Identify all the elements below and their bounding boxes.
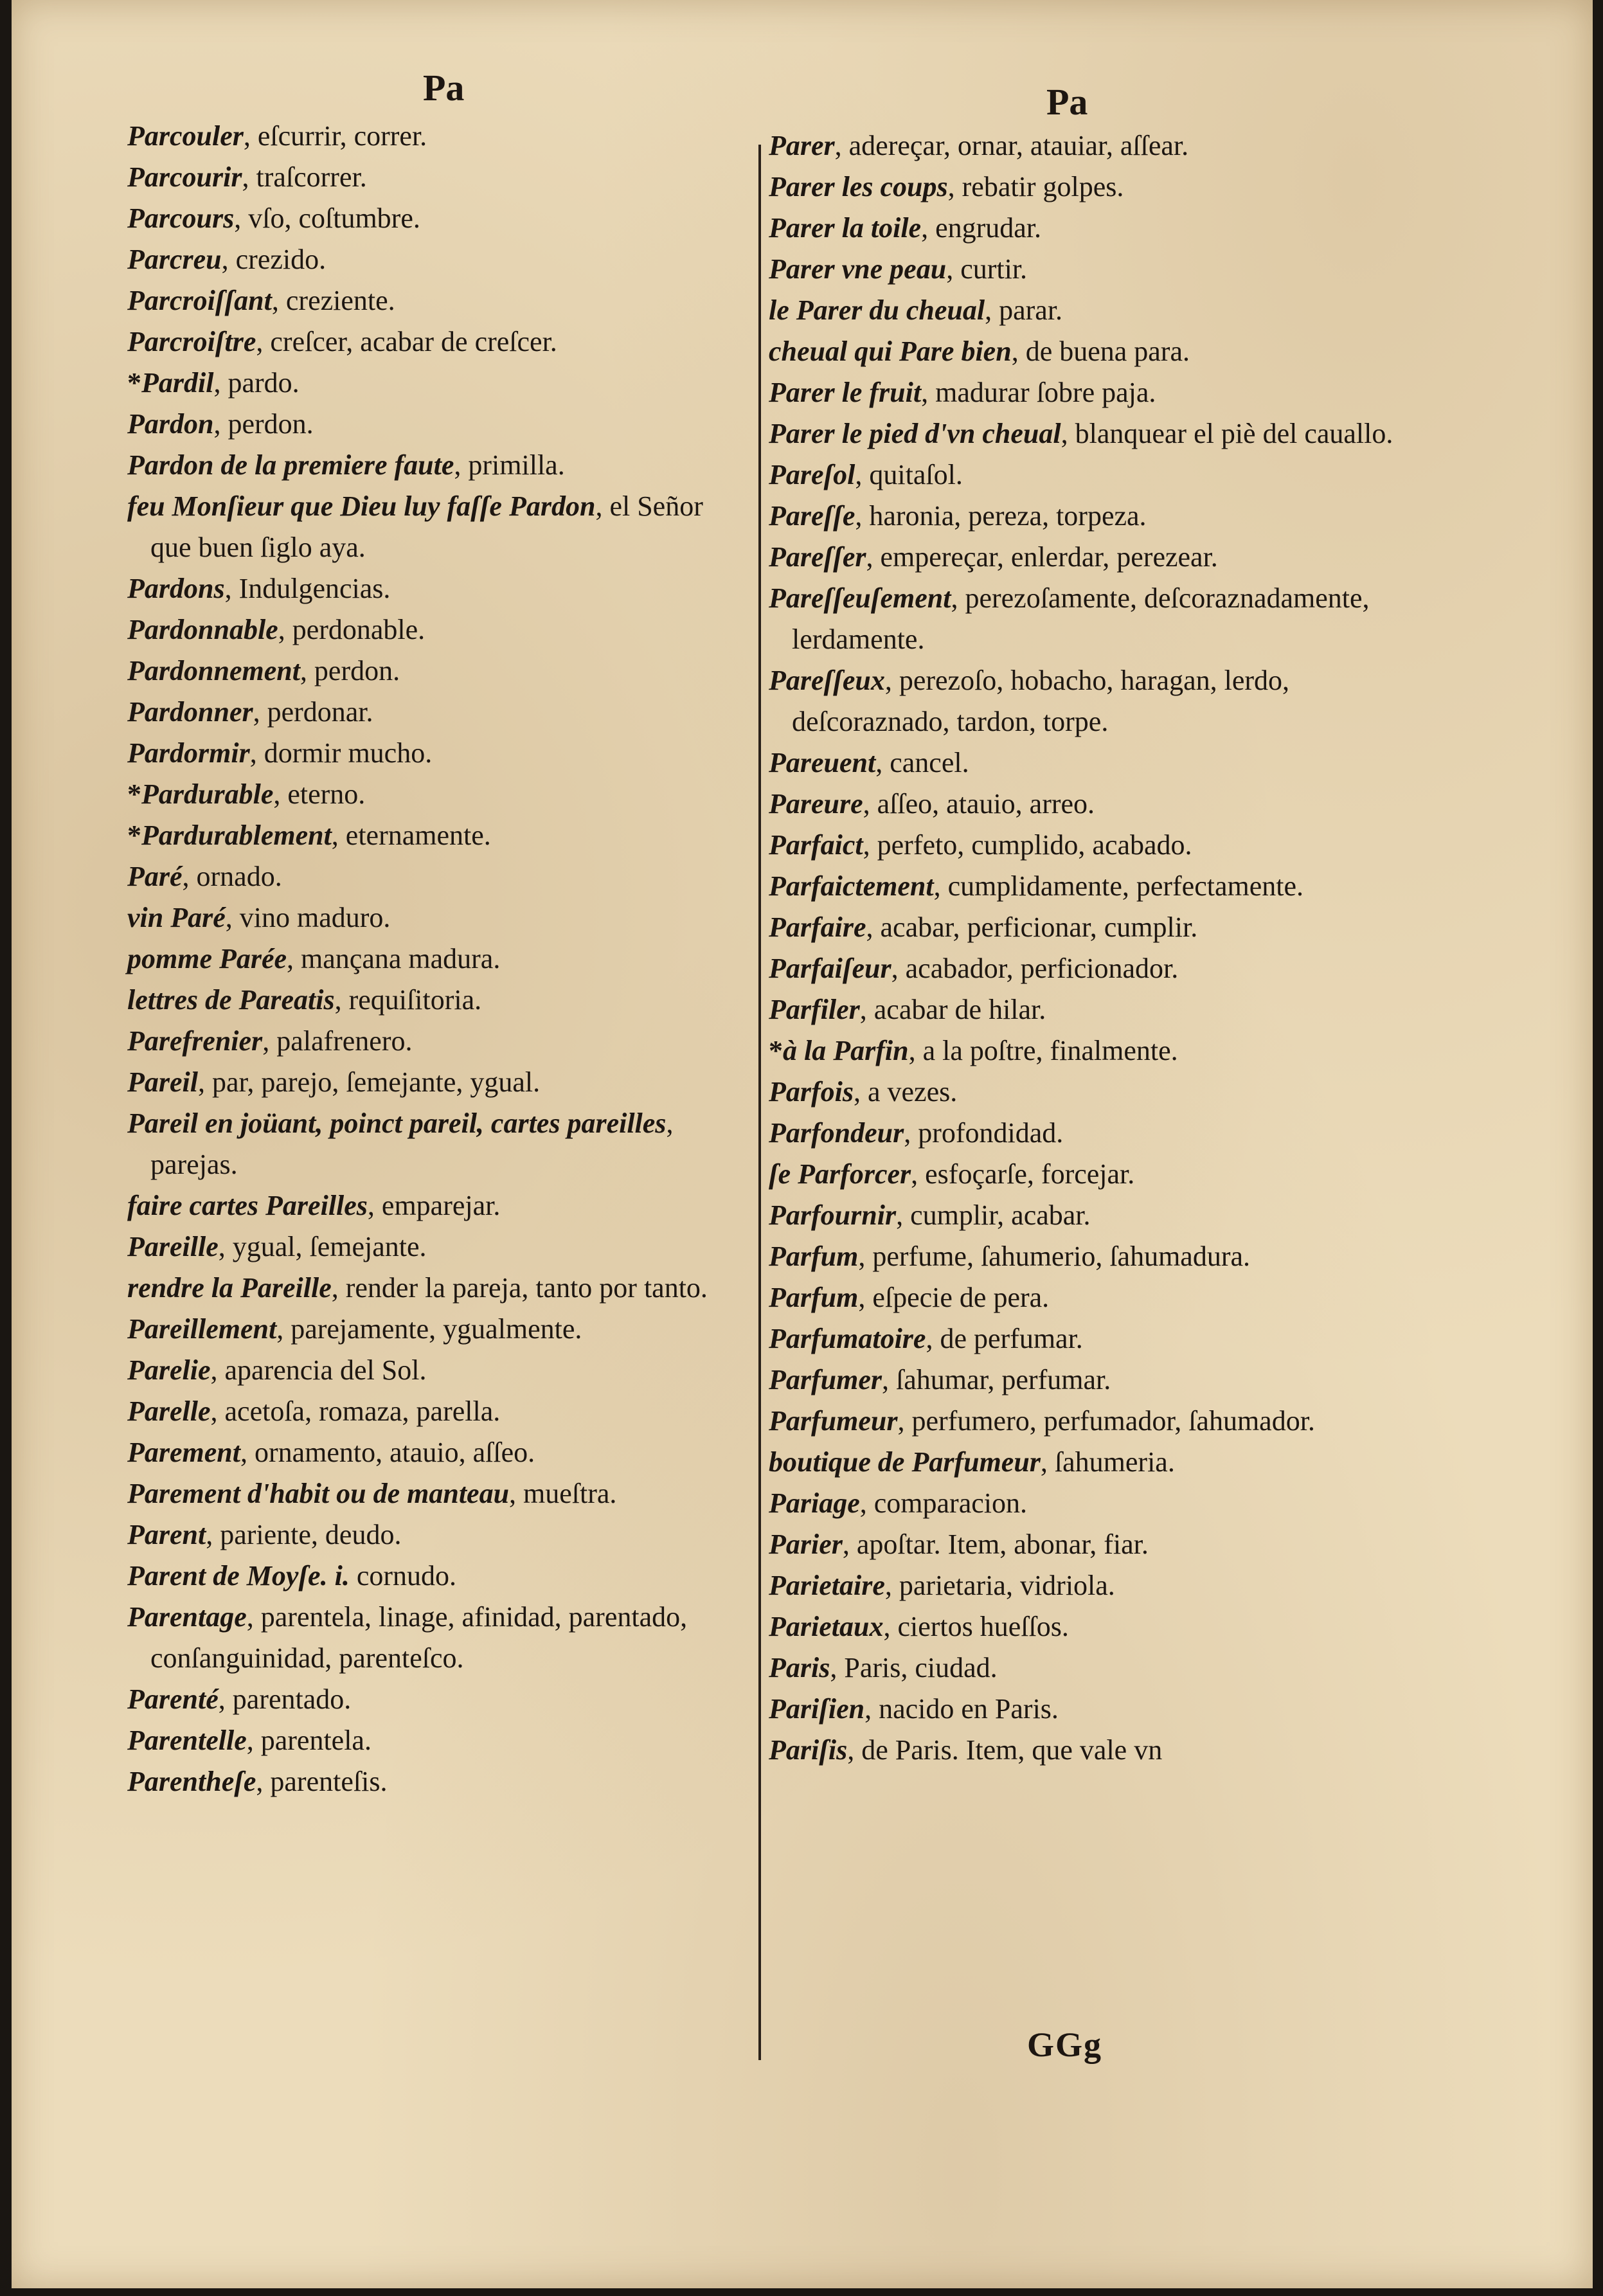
dictionary-entry: [127, 1432, 744, 1473]
entry-definition: , apoſtar. Item, abonar, fiar.: [842, 1529, 1149, 1560]
dictionary-entry: [769, 1236, 1424, 1277]
entry-definition: , perfeto, cumplido, acabado.: [863, 829, 1192, 861]
entry-definition: , acabar de hilar.: [859, 994, 1046, 1025]
entry-headword: à la Parfin: [783, 1035, 909, 1066]
entry-definition: , creſcer, acabar de creſcer.: [256, 326, 557, 357]
entry-headword: cheual qui Pare bien: [769, 336, 1012, 367]
entry-definition: , eſpecie de pera.: [858, 1282, 1050, 1313]
entry-headword: lettres de Pareatis: [127, 984, 335, 1016]
entry-definition: , madurar ſobre paja.: [921, 377, 1156, 408]
entry-headword: boutique de Parfumeur: [769, 1446, 1041, 1478]
dictionary-entry: [127, 856, 744, 897]
dictionary-entry: [127, 1268, 744, 1309]
entry-headword: Parcourir: [127, 161, 242, 193]
dictionary-entry: [127, 650, 744, 692]
entry-definition: , curtir.: [946, 253, 1028, 285]
dictionary-entry: [769, 1277, 1424, 1318]
entry-headword: Paré: [127, 861, 183, 892]
entry-definition: , quitaſol.: [855, 459, 963, 490]
entry-definition: , a vezes.: [854, 1076, 958, 1108]
dictionary-entry: [127, 486, 744, 568]
dictionary-entry: [127, 321, 744, 363]
entry-headword: Pardons: [127, 573, 225, 604]
entry-definition: , acabador, perficionador.: [891, 953, 1179, 984]
entry-headword: Parfum: [769, 1241, 859, 1272]
dictionary-entry: [769, 331, 1424, 372]
dictionary-entry: [127, 1679, 744, 1720]
entry-headword: Parer le pied d'vn cheual: [769, 418, 1061, 449]
dictionary-entry: [769, 660, 1424, 742]
dictionary-entry: [769, 1113, 1424, 1154]
entry-definition: , esfoçarſe, forcejar.: [911, 1158, 1135, 1190]
entry-definition: , mueſtra.: [509, 1478, 617, 1509]
entry-definition: , ſahumar, perfumar.: [882, 1364, 1111, 1395]
entry-definition: , mançana madura.: [287, 943, 501, 974]
entry-headword: Paris: [769, 1652, 830, 1683]
dictionary-entry: [769, 742, 1424, 784]
dictionary-entry: [127, 1062, 744, 1103]
entry-definition: , de buena para.: [1011, 336, 1190, 367]
dictionary-entry: [769, 1565, 1424, 1606]
entry-headword: Parier: [769, 1529, 843, 1560]
entry-headword: Pariſis: [769, 1734, 848, 1766]
entry-headword: le Parer du cheual: [769, 294, 985, 326]
entry-definition: , de perfumar.: [926, 1323, 1083, 1354]
entry-headword: Pareſſe: [769, 500, 855, 532]
dictionary-entry: [127, 239, 744, 280]
entry-headword: Parcreu: [127, 244, 222, 275]
entry-definition: , parentela.: [246, 1725, 372, 1756]
entry-headword: Pardonnable: [127, 614, 278, 645]
dictionary-entry: [769, 1606, 1424, 1647]
entry-definition: , rebatir golpes.: [947, 171, 1124, 202]
entry-headword: Pardon de la premiere faute: [127, 449, 454, 481]
left-column: [127, 116, 744, 1802]
entry-definition: , cumplir, acabar.: [896, 1199, 1091, 1231]
dictionary-entry: [769, 784, 1424, 825]
dictionary-entry: [127, 404, 744, 445]
obsolete-marker: *: [769, 1035, 783, 1066]
entry-headword: Pardormir: [127, 737, 250, 769]
dictionary-entry: [127, 1103, 744, 1185]
dictionary-entry: [769, 454, 1424, 496]
entry-definition: , aparencia del Sol.: [210, 1354, 427, 1386]
dictionary-entry: [127, 1185, 744, 1226]
entry-headword: Pareſſeux: [769, 665, 885, 696]
dictionary-entry: [127, 445, 744, 486]
dictionary-entry: [127, 568, 744, 609]
entry-headword: Parer le fruit: [769, 377, 922, 408]
entry-headword: Parentage: [127, 1601, 247, 1633]
entry-headword: Parfaictement: [769, 870, 934, 902]
dictionary-entry: [127, 280, 744, 321]
entry-definition: , perdon.: [213, 408, 314, 440]
dictionary-entry: [769, 1195, 1424, 1236]
entry-definition: , eſcurrir, correr.: [243, 120, 427, 152]
entry-definition: , ornamento, atauio, aſſeo.: [240, 1437, 535, 1468]
column-divider: [758, 145, 761, 2060]
entry-headword: Parfum: [769, 1282, 859, 1313]
dictionary-entry: [769, 537, 1424, 578]
entry-headword: Pareſol: [769, 459, 855, 490]
entry-definition: , traſcorrer.: [242, 161, 367, 193]
entry-headword: Parcouler: [127, 120, 244, 152]
dictionary-entry: [769, 1689, 1424, 1730]
entry-definition: , ornado.: [182, 861, 282, 892]
entry-definition: , perfume, ſahumerio, ſahumadura.: [858, 1241, 1251, 1272]
entry-definition: , pardo.: [213, 367, 300, 399]
entry-headword: Parent: [127, 1519, 206, 1550]
entry-headword: Parement: [127, 1437, 240, 1468]
dictionary-entry: [127, 692, 744, 733]
entry-headword: Pareſſeuſement: [769, 582, 951, 614]
entry-definition: , eternamente.: [331, 820, 491, 851]
entry-headword: Parfaict: [769, 829, 863, 861]
entry-headword: Pareuent: [769, 747, 876, 778]
entry-headword: Parer vne peau: [769, 253, 947, 285]
entry-definition: , acetoſa, romaza, parella.: [210, 1395, 501, 1427]
entry-definition: , vſo, coſtumbre.: [234, 202, 420, 234]
entry-definition: , primilla.: [454, 449, 565, 481]
entry-definition: , ſahumeria.: [1040, 1446, 1175, 1478]
dictionary-entry: [769, 1442, 1424, 1483]
dictionary-entry: [127, 1514, 744, 1556]
entry-definition: , ciertos hueſſos.: [883, 1611, 1069, 1642]
entry-definition: , ygual, ſemejante.: [218, 1231, 427, 1262]
dictionary-entry: [127, 363, 744, 404]
entry-headword: Parfumer: [769, 1364, 882, 1395]
entry-definition: , palafrenero.: [262, 1025, 413, 1057]
entry-definition: , pariente, deudo.: [206, 1519, 402, 1550]
entry-headword: ſe Parforcer: [769, 1158, 911, 1190]
entry-definition: , requiſitoria.: [334, 984, 482, 1016]
entry-headword: feu Monſieur que Dieu luy faſſe Pardon: [127, 490, 596, 522]
dictionary-entry: [769, 989, 1424, 1030]
dictionary-entry: [127, 815, 744, 856]
dictionary-entry: [769, 1359, 1424, 1401]
entry-headword: Parentelle: [127, 1725, 247, 1756]
entry-headword: Pareure: [769, 788, 863, 820]
entry-headword: Pardil: [141, 367, 214, 399]
entry-headword: pomme Parée: [127, 943, 287, 974]
entry-definition: , emparejar.: [367, 1190, 501, 1221]
dictionary-entry: [769, 866, 1424, 907]
dictionary-entry: [769, 1524, 1424, 1565]
entry-definition: , parar.: [985, 294, 1063, 326]
dictionary-entry: [769, 578, 1424, 660]
dictionary-entry: [769, 166, 1424, 208]
entry-definition: , aſſeo, atauio, arreo.: [863, 788, 1095, 820]
entry-definition: , creziente.: [271, 285, 395, 316]
entry-definition: , haronia, pereza, torpeza.: [855, 500, 1147, 532]
entry-definition: , profondidad.: [904, 1117, 1064, 1149]
entry-definition: , cumplidamente, perfectamente.: [933, 870, 1304, 902]
entry-definition: , Paris, ciudad.: [830, 1652, 998, 1683]
dictionary-entry: [127, 116, 744, 157]
entry-headword: Parer: [769, 130, 835, 161]
dictionary-entry: [769, 1030, 1424, 1072]
dictionary-entry: [127, 980, 744, 1021]
entry-headword: Parietaire: [769, 1570, 885, 1601]
entry-definition: , el Señor que buen ſiglo aya.: [150, 490, 703, 563]
dictionary-entry: [127, 733, 744, 774]
dictionary-page: [12, 0, 1593, 2288]
entry-definition: cornudo.: [349, 1560, 456, 1592]
dictionary-entry: [769, 249, 1424, 290]
entry-definition: , Indulgencias.: [224, 573, 391, 604]
entry-headword: Pareſſer: [769, 541, 866, 573]
entry-definition: , parenteſis.: [256, 1766, 388, 1797]
dictionary-entry: [127, 1761, 744, 1802]
entry-headword: Parfournir: [769, 1199, 897, 1231]
entry-definition: , parentado.: [218, 1683, 352, 1715]
dictionary-entry: [769, 496, 1424, 537]
entry-headword: Parfumeur: [769, 1405, 898, 1437]
entry-definition: , eterno.: [273, 778, 366, 810]
entry-definition: , empereçar, enlerdar, perezear.: [866, 541, 1218, 573]
entry-headword: Pardonnement: [127, 655, 300, 686]
dictionary-entry: [769, 125, 1424, 166]
entry-definition: , dormir mucho.: [249, 737, 433, 769]
dictionary-entry: [769, 1318, 1424, 1359]
dictionary-entry: [127, 1556, 744, 1597]
dictionary-entry: [769, 948, 1424, 989]
signature-mark: GGg: [1027, 2025, 1103, 2064]
entry-headword: Pardurablement: [141, 820, 332, 851]
entry-headword: Pariage: [769, 1487, 860, 1519]
entry-definition: , parietaria, vidriola.: [884, 1570, 1115, 1601]
entry-headword: Parfondeur: [769, 1117, 904, 1149]
running-header-left: Pa: [423, 67, 465, 109]
dictionary-entry: [127, 1597, 744, 1679]
entry-headword: Parenté: [127, 1683, 219, 1715]
obsolete-marker: *: [127, 778, 141, 810]
entry-definition: , nacido en Paris.: [864, 1693, 1059, 1725]
entry-headword: rendre la Pareille: [127, 1272, 332, 1304]
dictionary-entry: [769, 1730, 1424, 1771]
dictionary-entry: [769, 413, 1424, 454]
entry-headword: Pareille: [127, 1231, 219, 1262]
entry-headword: Pardonner: [127, 696, 253, 728]
dictionary-entry: [127, 1473, 744, 1514]
running-header-right: Pa: [1046, 81, 1088, 123]
entry-definition: , perdonable.: [278, 614, 425, 645]
entry-headword: Parcroiſtre: [127, 326, 256, 357]
dictionary-entry: [127, 198, 744, 239]
entry-headword: Parelle: [127, 1395, 211, 1427]
entry-definition: , blanquear el piè del cauallo.: [1061, 418, 1393, 449]
entry-definition: , comparacion.: [859, 1487, 1027, 1519]
entry-definition: , acabar, perficionar, cumplir.: [866, 911, 1198, 943]
dictionary-entry: [127, 938, 744, 980]
entry-headword: Parement d'habit ou de manteau: [127, 1478, 510, 1509]
dictionary-entry: [769, 372, 1424, 413]
entry-headword: Pareil: [127, 1066, 198, 1098]
obsolete-marker: *: [127, 820, 141, 851]
dictionary-entry: [769, 1401, 1424, 1442]
dictionary-entry: [127, 1391, 744, 1432]
entry-headword: Parer la toile: [769, 212, 922, 244]
dictionary-entry: [127, 897, 744, 938]
dictionary-entry: [769, 825, 1424, 866]
entry-definition: , adereçar, ornar, atauiar, aſſear.: [834, 130, 1189, 161]
entry-headword: faire cartes Pareilles: [127, 1190, 368, 1221]
entry-definition: , engrudar.: [921, 212, 1042, 244]
entry-definition: , par, parejo, ſemejante, ygual.: [197, 1066, 541, 1098]
entry-headword: Parfaiſeur: [769, 953, 891, 984]
entry-headword: Parfois: [769, 1076, 854, 1108]
entry-headword: Pareil en joüant, poinct pareil, cartes pareilles: [127, 1108, 667, 1139]
dictionary-entry: [769, 1072, 1424, 1113]
dictionary-entry: [127, 1350, 744, 1391]
dictionary-entry: [769, 1154, 1424, 1195]
dictionary-entry: [769, 1647, 1424, 1689]
obsolete-marker: *: [127, 367, 141, 399]
entry-headword: Parer les coups: [769, 171, 948, 202]
entry-definition: , parejamente, ygualmente.: [276, 1313, 582, 1345]
entry-headword: vin Paré: [127, 902, 226, 933]
dictionary-entry: [127, 1226, 744, 1268]
entry-definition: , render la pareja, tanto por tanto.: [331, 1272, 708, 1304]
dictionary-entry: [127, 609, 744, 650]
entry-headword: Parentheſe: [127, 1766, 256, 1797]
entry-headword: Parfaire: [769, 911, 866, 943]
dictionary-entry: [127, 1720, 744, 1761]
entry-headword: Parefrenier: [127, 1025, 263, 1057]
entry-definition: , crezido.: [221, 244, 327, 275]
entry-definition: , cancel.: [875, 747, 969, 778]
entry-headword: Pareillement: [127, 1313, 277, 1345]
dictionary-entry: [769, 1483, 1424, 1524]
entry-headword: Pariſien: [769, 1693, 865, 1725]
dictionary-entry: [127, 1309, 744, 1350]
entry-definition: , a la poſtre, finalmente.: [908, 1035, 1178, 1066]
entry-headword: Parcroiſſant: [127, 285, 272, 316]
dictionary-entry: [127, 774, 744, 815]
entry-headword: Parfiler: [769, 994, 860, 1025]
dictionary-entry: [127, 157, 744, 198]
entry-definition: , parentela, linage, afinidad, parentado, conſanguinidad, parenteſco.: [150, 1601, 688, 1674]
entry-headword: Pardurable: [141, 778, 274, 810]
entry-headword: Parfumatoire: [769, 1323, 926, 1354]
entry-headword: Parietaux: [769, 1611, 884, 1642]
entry-definition: , perdonar.: [253, 696, 373, 728]
entry-definition: , perezoſo, hobacho, haragan, lerdo, deſcoraznado, tardon, torpe.: [792, 665, 1290, 737]
dictionary-entry: [769, 208, 1424, 249]
entry-headword: Parelie: [127, 1354, 211, 1386]
entry-definition: , perdon.: [300, 655, 400, 686]
right-column: [769, 125, 1424, 1771]
entry-definition: , vino maduro.: [225, 902, 391, 933]
dictionary-entry: [127, 1021, 744, 1062]
entry-definition: , de Paris. Item, que vale vn: [847, 1734, 1163, 1766]
dictionary-entry: [769, 907, 1424, 948]
entry-definition: , parejas.: [150, 1108, 674, 1180]
entry-definition: , perezoſamente, deſcoraznadamente, lerdamente.: [792, 582, 1370, 655]
dictionary-entry: [769, 290, 1424, 331]
entry-headword: Parcours: [127, 202, 235, 234]
entry-headword: Parent de Moyſe. i.: [127, 1560, 350, 1592]
entry-headword: Pardon: [127, 408, 214, 440]
entry-definition: , perfumero, perfumador, ſahumador.: [897, 1405, 1315, 1437]
